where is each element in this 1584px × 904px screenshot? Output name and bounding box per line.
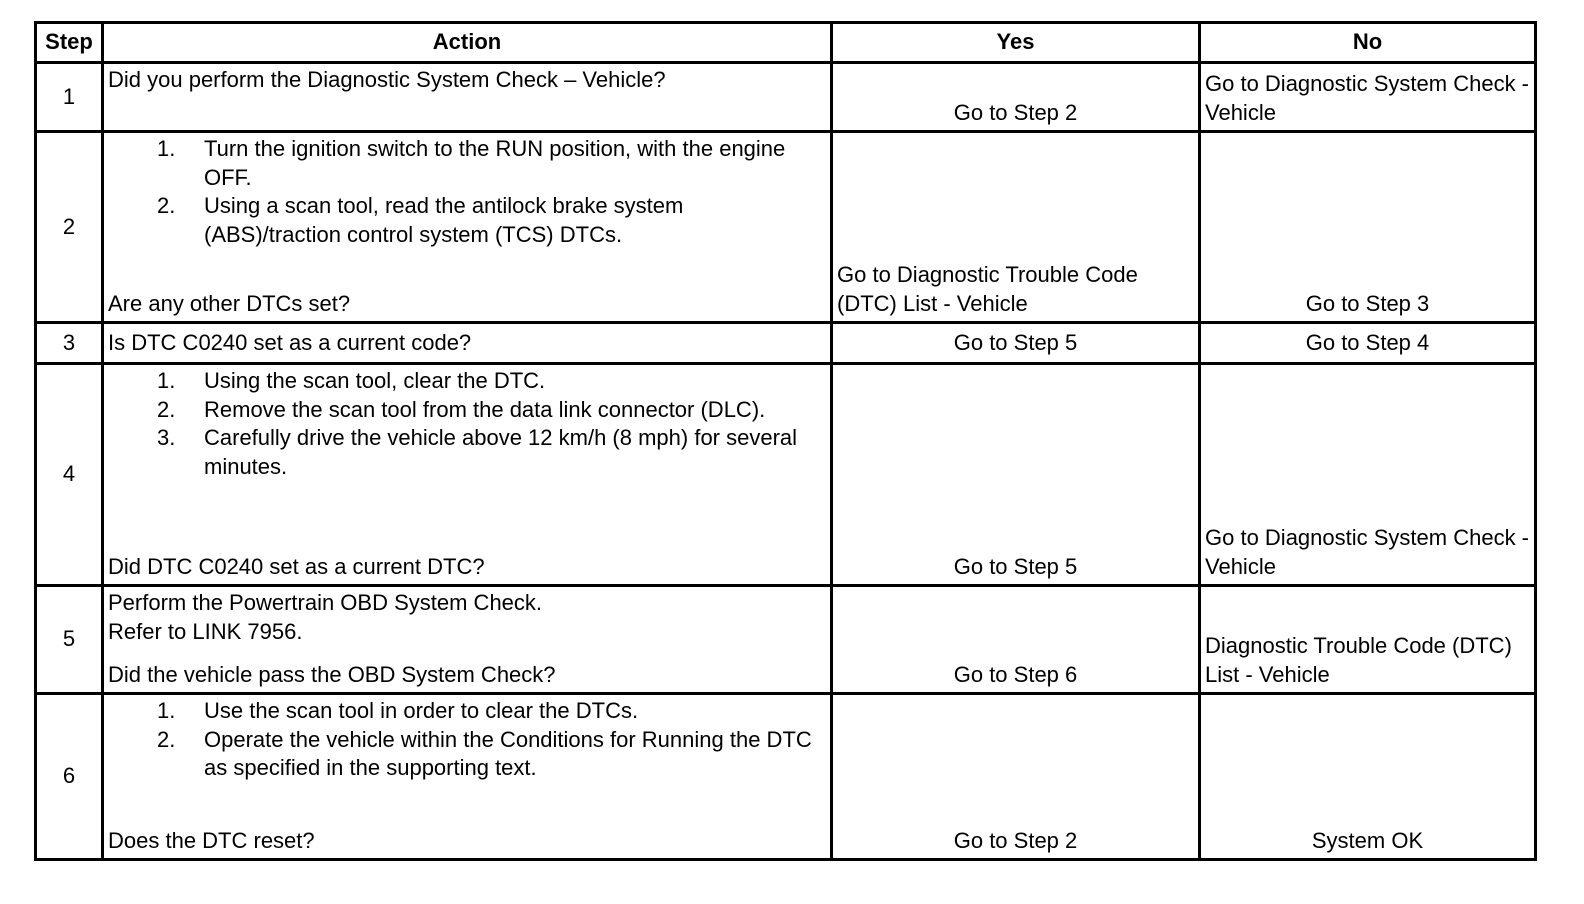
procedure-item	[108, 192, 826, 249]
procedure-item	[108, 396, 826, 425]
procedure-item-number: 2.	[157, 396, 176, 422]
procedure-list	[108, 135, 826, 249]
yes-cell: Go to Step 6	[832, 586, 1200, 694]
no-cell: Go to Diagnostic System Check - Vehicle	[1200, 63, 1536, 132]
step-number: 2	[36, 132, 103, 323]
procedure-item-text: Remove the scan tool from the data link connector (DLC).	[204, 396, 766, 422]
yes-cell: Go to Step 2	[832, 694, 1200, 860]
action-question: Does the DTC reset?	[108, 827, 315, 853]
procedure-item-text: Use the scan tool in order to clear the DTCs.	[204, 698, 639, 723]
procedure-item	[108, 697, 826, 726]
procedure-item-text: Operate the vehicle within the Conditions for Running the DTC as specified in the supporting text.	[204, 726, 812, 780]
procedure-item-text: Using the scan tool, clear the DTC.	[204, 368, 546, 393]
table-row	[36, 694, 1536, 860]
no-cell: Diagnostic Trouble Code (DTC) List - Vehicle	[1200, 586, 1536, 694]
procedure-item	[108, 135, 826, 192]
no-cell: Go to Step 3	[1200, 132, 1536, 323]
action-cell	[103, 364, 832, 586]
header-action: Action	[103, 23, 832, 63]
procedure-item-number: 3.	[157, 425, 176, 450]
procedure-item-number: 1.	[157, 368, 176, 393]
header-no: No	[1200, 23, 1536, 63]
step-number: 6	[36, 694, 103, 860]
no-cell: Go to Diagnostic System Check - Vehicle	[1200, 364, 1536, 586]
action-cell	[103, 586, 832, 694]
no-cell: Go to Step 4	[1200, 323, 1536, 364]
action-question: Did you perform the Diagnostic System Check – Vehicle?	[108, 67, 666, 92]
action-cell	[103, 132, 832, 323]
action-cell	[103, 694, 832, 860]
action-question: Did the vehicle pass the OBD System Check?	[108, 661, 556, 687]
procedure-item	[108, 367, 826, 396]
diagnostic-table	[34, 21, 1537, 861]
header-yes: Yes	[832, 23, 1200, 63]
step-number: 4	[36, 364, 103, 586]
table-row	[36, 63, 1536, 132]
procedure-item	[108, 424, 826, 481]
yes-cell: Go to Step 2	[832, 63, 1200, 132]
action-cell: Is DTC C0240 set as a current code?	[103, 323, 832, 364]
no-cell: System OK	[1200, 694, 1536, 860]
yes-cell: Go to Step 5	[832, 323, 1200, 364]
procedure-item-text: Using a scan tool, read the antilock brake system (ABS)/traction control system (TCS) DTCs.	[204, 193, 684, 247]
table-row	[36, 323, 1536, 364]
procedure-item-text: Turn the ignition switch to the RUN position, with the engine OFF.	[204, 136, 786, 190]
action-line: Refer to LINK 7956.	[108, 618, 303, 644]
step-number: 3	[36, 323, 103, 364]
step-number: 1	[36, 63, 103, 132]
action-question: Are any other DTCs set?	[108, 290, 351, 316]
action-line: Perform the Powertrain OBD System Check.	[108, 590, 543, 615]
step-number: 5	[36, 586, 103, 694]
procedure-item	[108, 726, 826, 783]
procedure-list	[108, 367, 826, 481]
procedure-item-number: 2.	[157, 726, 176, 752]
procedure-item-number: 2.	[157, 193, 176, 218]
table-row	[36, 132, 1536, 323]
table-row	[36, 364, 1536, 586]
header-step: Step	[36, 23, 103, 63]
header-row	[36, 23, 1536, 63]
procedure-item-text: Carefully drive the vehicle above 12 km/h (8 mph) for several minutes.	[204, 425, 798, 479]
action-cell	[103, 63, 832, 132]
yes-cell: Go to Step 5	[832, 364, 1200, 586]
procedure-list	[108, 697, 826, 783]
procedure-item-number: 1.	[157, 698, 176, 723]
action-question: Did DTC C0240 set as a current DTC?	[108, 553, 485, 579]
yes-cell: Go to Diagnostic Trouble Code (DTC) List - Vehicle	[832, 132, 1200, 323]
table-row	[36, 586, 1536, 694]
procedure-item-number: 1.	[157, 136, 176, 161]
